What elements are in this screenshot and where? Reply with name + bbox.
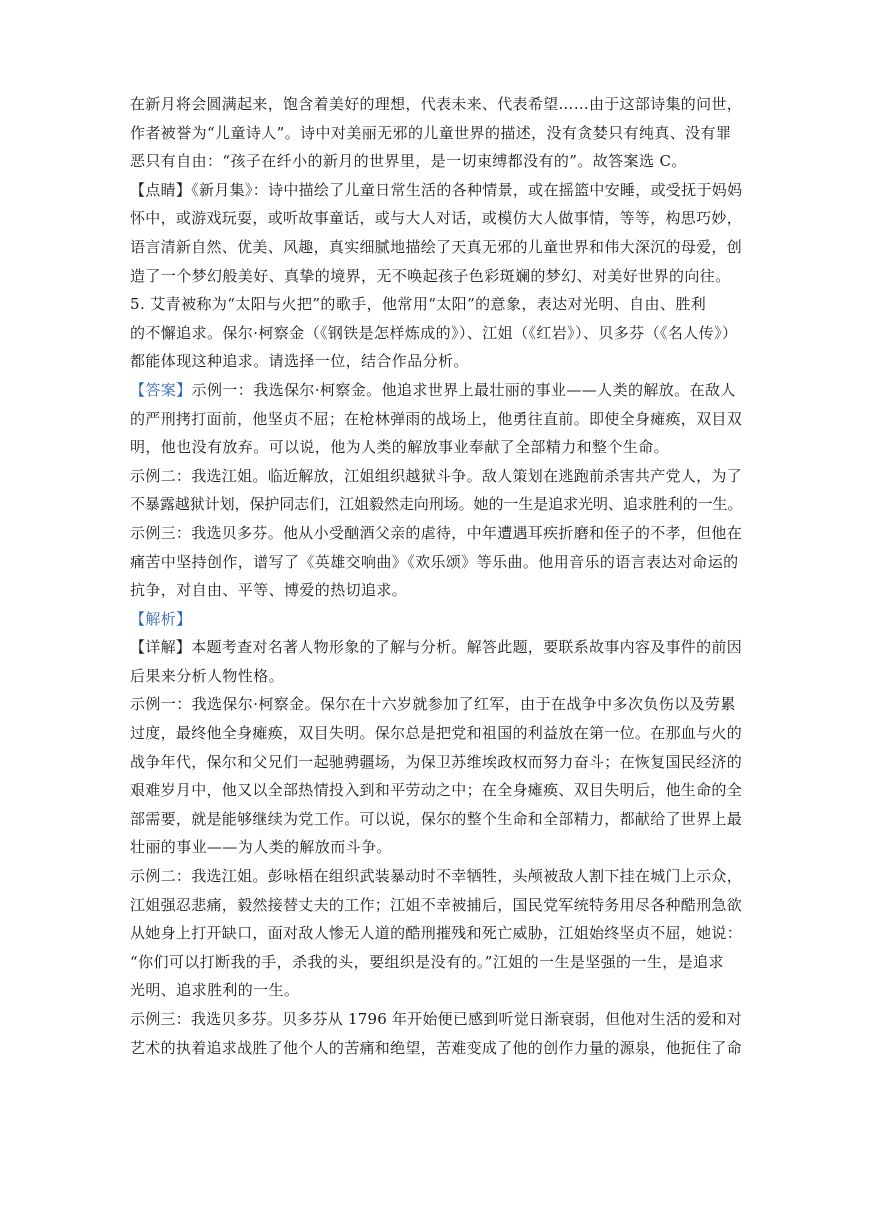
text-segment: 【详解】本题考查对名著人物形象的了解与分析。解答此题，要联系故事内容及事件的前因	[130, 638, 743, 657]
text-segment: 江姐强忍悲痛，毅然接替丈夫的工作；江姐不幸被捕后，国民党军统特务用尽各种酷刑急欲	[130, 895, 743, 914]
text-segment: 明，他也没有放弃。可以说，他为人类的解放事业奉献了全部精力和整个生命。	[130, 438, 670, 457]
text-line	[130, 576, 740, 605]
text-segment: 造了一个梦幻般美好、真挚的境界，无不唤起孩子色彩斑斓的梦幻、对美好世界的向往。	[130, 266, 731, 285]
text-segment: 的严刑拷打面前，他坚贞不屈；在枪林弹雨的战场上，他勇往直前。即使全身瘫痪，双目双	[130, 409, 743, 428]
text-segment: 【点睛】《新月集》：诗中描绘了儿童日常生活的各种情景，或在摇篮中安睡，或受抚于妈妈	[130, 180, 743, 199]
text-line	[130, 805, 743, 834]
text-segment: 都能体现这种追求。请选择一位，结合作品分析。	[130, 352, 469, 371]
text-line	[130, 233, 743, 262]
text-line	[130, 605, 740, 634]
text-line	[130, 948, 740, 977]
text-segment: 过度，最终他全身瘫痪，双目失明。保尔总是把党和祖国的利益放在第一位。在那血与火的	[130, 724, 743, 743]
text-segment: 部需要，就是能够继续为党工作。可以说，保尔的整个生命和全部精力，都献给了世界上最	[130, 809, 743, 828]
text-line	[130, 776, 743, 805]
section-marker: 【解析】	[130, 609, 192, 628]
text-segment: 战争年代，保尔和父兄们一起驰骋疆场，为保卫苏维埃政权而努力奋斗；在恢复国民经济的	[130, 752, 743, 771]
text-line	[130, 719, 743, 748]
text-line	[130, 490, 743, 519]
text-line	[130, 319, 740, 348]
text-segment: 艺术的执着追求战胜了他个人的苦痛和绝望，苦难变成了他的创作力量的源泉，他扼住了命	[130, 1038, 743, 1057]
text-segment: “你们可以打断我的手，杀我的头，要组织是没有的。”江姐的一生是坚强的一生，是追求	[130, 952, 724, 971]
text-segment: 后果来分析人物性格。	[130, 666, 285, 685]
text-line	[130, 290, 740, 319]
text-line	[130, 147, 740, 176]
text-line	[130, 862, 743, 891]
text-segment: 艰难岁月中，他又以全部热情投入到和平劳动之中；在全身瘫痪、双目失明后，他生命的全	[130, 781, 743, 800]
text-line	[130, 976, 740, 1005]
text-line	[130, 833, 740, 862]
text-segment: 示例一：我选保尔·柯察金。他追求世界上最壮丽的事业——人类的解放。在敌人	[191, 380, 736, 399]
text-segment: 5. 艾青被称为“太阳与火把”的歌手，他常用“太阳”的意象，表达对光明、自由、胜利	[130, 295, 707, 314]
text-line	[130, 1005, 740, 1034]
text-line	[130, 548, 740, 577]
text-line	[130, 204, 743, 233]
text-line	[130, 1034, 743, 1063]
text-segment: 恶只有自由：“孩子在纤小的新月的世界里，是一切束缚都没有的”。故答案选 C。	[130, 152, 687, 171]
text-segment: 从她身上打开缺口，面对敌人惨无人道的酷刑摧残和死亡威胁，江姐始终坚贞不屈，她说：	[130, 924, 743, 943]
text-segment: 示例三：我选贝多芬。他从小受酗酒父亲的虐待，中年遭遇耳疾折磨和侄子的不孝，但他在	[130, 523, 743, 542]
text-segment: 语言清新自然、优美、风趣，真实细腻地描绘了天真无邪的儿童世界和伟大深沉的母爱，创	[130, 237, 743, 256]
text-segment: 怀中，或游戏玩耍，或听故事童话，或与大人对话，或模仿大人做事情，等等，构思巧妙，	[130, 209, 743, 228]
text-line	[130, 262, 740, 291]
text-segment: 作者被誉为“儿童诗人”。诗中对美丽无邪的儿童世界的描述，没有贪婪只有纯真、没有罪	[130, 123, 732, 142]
text-line	[130, 347, 740, 376]
text-segment: 在新月将会圆满起来，饱含着美好的理想，代表未来、代表希望……由于这部诗集的问世，	[130, 95, 743, 113]
text-segment: 示例三：我选贝多芬。贝多芬从 1796 年开始便已感到听觉日渐衰弱，但他对生活的爱和对	[130, 1010, 742, 1028]
text-line	[130, 176, 743, 205]
text-segment: 的不懈追求。保尔·柯察金（《钢铁是怎样炼成的》）、江姐（《红岩》）、贝多芬（《名人传》）	[130, 323, 738, 342]
text-line	[130, 462, 743, 491]
document-body	[130, 90, 743, 1062]
text-segment: 壮丽的事业——为人类的解放而斗争。	[130, 838, 392, 857]
text-line	[130, 891, 743, 920]
text-line	[130, 433, 740, 462]
text-line	[130, 119, 740, 148]
text-line	[130, 633, 743, 662]
text-line	[130, 748, 743, 777]
text-segment: 痛苦中坚持创作，谱写了《英雄交响曲》《欢乐颂》等乐曲。他用音乐的语言表达对命运的	[130, 552, 739, 571]
text-segment: 示例二：我选江姐。临近解放，江姐组织越狱斗争。敌人策划在逃跑前杀害共产党人，为了	[130, 466, 743, 485]
text-line	[130, 405, 743, 434]
text-segment: 光明、追求胜利的一生。	[130, 981, 300, 1000]
text-segment: 不暴露越狱计划，保护同志们，江姐毅然走向刑场。她的一生是追求光明、追求胜利的一生。	[130, 495, 743, 514]
text-line	[130, 519, 743, 548]
section-marker: 【答案】	[130, 380, 192, 399]
text-line	[130, 376, 740, 405]
text-segment: 抗争，对自由、平等、博爱的热切追求。	[130, 581, 408, 600]
text-line	[130, 662, 740, 691]
text-segment: 示例二：我选江姐。彭咏梧在组织武装暴动时不幸牺牲，头颅被敌人割下挂在城门上示众，	[130, 867, 743, 886]
text-line	[130, 690, 740, 719]
text-line	[130, 919, 743, 948]
text-line	[130, 90, 743, 119]
text-segment: 示例一：我选保尔·柯察金。保尔在十六岁就参加了红军，由于在战争中多次负伤以及劳累	[130, 695, 736, 714]
